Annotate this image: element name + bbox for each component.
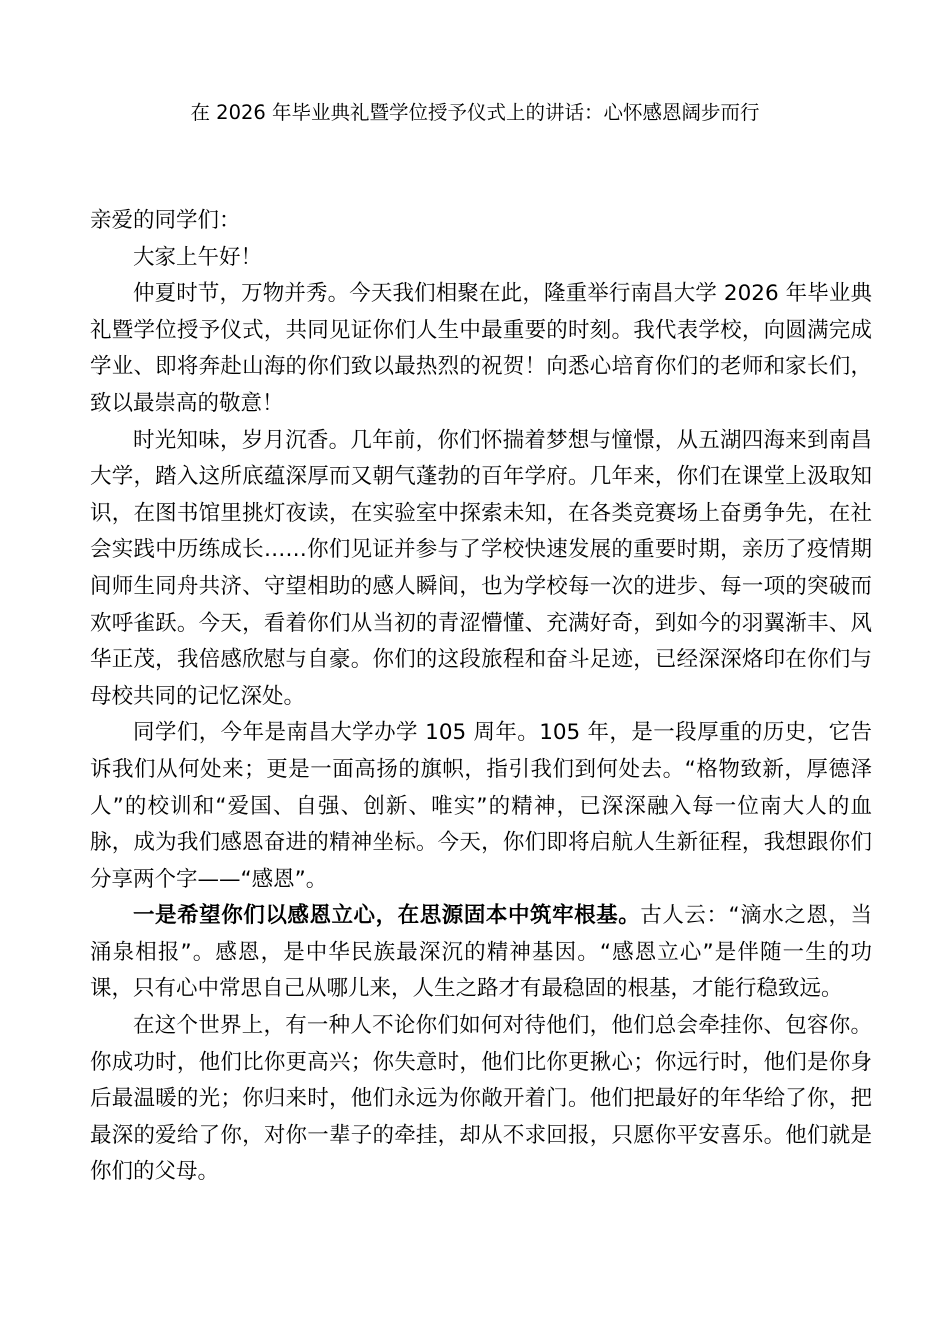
paragraph-anniversary xyxy=(90,715,872,898)
paragraph-text: 仲夏时节，万物并秀。今天我们相聚在此，隆重举行南昌大学 2026 年毕业典礼暨学位授予仪式，共同见证你们人生中最重要的时刻。我代表学校，向圆满完成学业、即将奔赴山海的你们致以最热烈的祝贺！向悉心培育你们的老师和家长们，致以最崇高的敬意！ xyxy=(90,281,872,416)
paragraph-point-one xyxy=(90,898,872,1008)
paragraph-text: 同学们，今年是南昌大学办学 105 周年。105 年，是一段厚重的历史，它告诉我们从何处来；更是一面高扬的旗帜，指引我们到何处去。“格物致新，厚德泽人”的校训和“爱国、自强、创新、唯实”的精神，已深深融入每一位南大人的血脉，成为我们感恩奋进的精神坐标。今天，你们即将启航人生新征程，我想跟你们分享两个字——“感恩”。 xyxy=(90,720,872,892)
paragraph-text: 时光知味，岁月沉香。几年前，你们怀揣着梦想与憧憬，从五湖四海来到南昌大学，踏入这所底蕴深厚而又朝气蓬勃的百年学府。几年来，你们在课堂上汲取知识，在图书馆里挑灯夜读，在实验室中探索未知，在各类竞赛场上奋勇争先，在社会实践中历练成长……你们见证并参与了学校快速发展的重要时期，亲历了疫情期间师生同舟共济、守望相助的感人瞬间，也为学校每一次的进步、每一项的突破而欢呼雀跃。今天，看着你们从当初的青涩懵懂、充满好奇，到如今的羽翼渐丰、风华正茂，我倍感欣慰与自豪。你们的这段旅程和奋斗足迹，已经深深烙印在你们与母校共同的记忆深处。 xyxy=(90,427,872,709)
document-title: 在 2026 年毕业典礼暨学位授予仪式上的讲话：心怀感恩阔步而行 xyxy=(190,101,760,124)
paragraph-greeting xyxy=(90,240,872,277)
paragraph-text: 大家上午好！ xyxy=(133,244,263,270)
paragraph-memories xyxy=(90,423,872,716)
paragraph-opening xyxy=(90,276,872,422)
paragraph-text: 古人云：“滴水之恩，当涌泉相报”。感恩，是中华民族最深沉的精神基因。“感恩立心”是伴随一生的功课，只有心中常思自己从哪儿来，人生之路才有最稳固的根基，才能行稳致远。 xyxy=(90,903,872,1002)
paragraph-text: 在这个世界上，有一种人不论你们如何对待他们，他们总会牵挂你、包容你。你成功时，他们比你更高兴；你失意时，他们比你更揪心；你远行时，他们是你身后最温暖的光；你归来时，他们永远为你敞开着门。他们把最好的年华给了你，把最深的爱给了你，对你一辈子的牵挂，却从不求回报，只愿你平安喜乐。他们就是你们的父母。 xyxy=(90,1013,872,1185)
paragraph-lead: 一是希望你们以感恩立心，在思源固本中筑牢根基。 xyxy=(133,903,641,929)
document-body xyxy=(90,203,872,1191)
paragraph-parents xyxy=(90,1008,872,1191)
salutation: 亲爱的同学们： xyxy=(90,208,241,233)
